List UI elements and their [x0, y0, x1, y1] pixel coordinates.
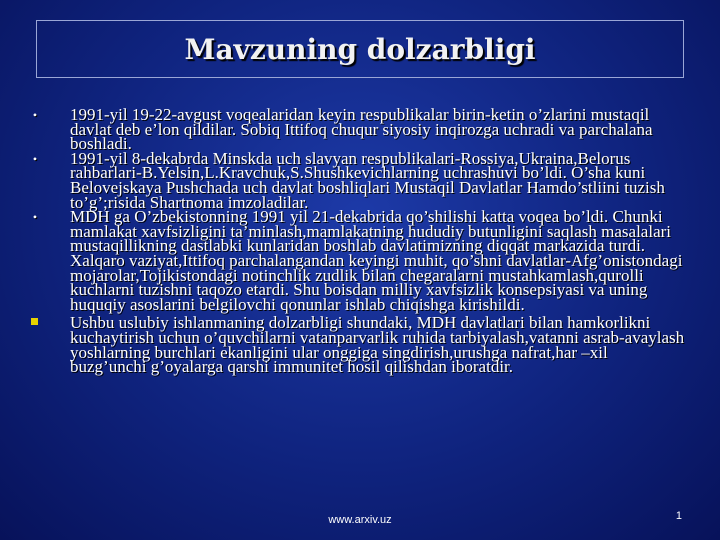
bullet-dot-icon: •: [32, 210, 38, 225]
bullet-text: Ushbu uslubiy ishlanmaning dolzarbligi shundaki, MDH davlatlari bilan hamkorlikni kuchaytirish uchun o’quvchilarni vatanparvarlik ruhida tarbiyalash,vatanni asrab-avaylash yoshlarning burchlari ekanligini ular onggiga singdirish,urushga nafrat,har –xil buzg’unchi g’oyalarga qarshi immunitet hosil qilishdan iboratdir.: [70, 313, 685, 377]
bullet-item-1: [28, 105, 688, 154]
page-number: 1: [675, 510, 682, 522]
bullet-item-2: [28, 148, 688, 212]
bullet-text: 1991-yil 8-dekabrda Minskda uch slavyan respublikalari-Rossiya,Ukraina,Belorus rahbarlari-B.Yelsin,L.Kravchuk,S.Shushkevichlarning uchrashuvi bo’ldi. O’sha kuni Belovejskaya Pushchada uch davlat boshliqlari Mustaqil Davlatlar Hamdo’stliini tuzish to’g’;risida Shartnoma imzoladilar.: [70, 148, 665, 212]
title-frame: [36, 20, 684, 78]
bullet-text: 1991-yil 19-22-avgust voqealaridan keyin respublikalar birin-ketin o’zlarini mustaqil davlat deb e’lon qildilar. Sobiq Ittifoq chuqur siyosiy inqirozga uchradi va parchalana boshladi.: [70, 105, 653, 154]
bullet-item-4: [28, 313, 688, 377]
bullet-text: MDH ga O’zbekistonning 1991 yil 21-dekabrida qo’shilishi katta voqea bo’ldi. Chunki mamlakat xavfsizligini ta’minlash,mamlakatning hududiy butunligini saqlash masalalari mustaqillikning dastlabki kunlaridan boshlab davlatimizning diqqat markazida turdi. Xalqaro vaziyat,Ittifoq parchalangandan keyingi muhit, qo’shni davlatlar-Afg’onistondagi mojarolar,Tojikistondagi notinchlik zudlik bilan chegaralarni mustahkamlash,qurolli kuchlarni tuzishni taqozo etardi. Shu boisdan milliy xavfsizlik konsepsiyasi va uning huquqiy asoslarini belgilovchi qonunlar ishlab chiqishga kirishildi.: [70, 207, 683, 314]
bullet-dot-icon: •: [32, 151, 38, 166]
footer-url: www.arxiv.uz: [328, 514, 392, 526]
bullet-dot-icon: •: [32, 108, 38, 122]
bullet-list: [28, 105, 688, 377]
slide-title: Mavzuning dolzarbligi: [184, 32, 536, 66]
bullet-item-3: [28, 207, 688, 314]
square-bullet-icon: [31, 318, 38, 325]
